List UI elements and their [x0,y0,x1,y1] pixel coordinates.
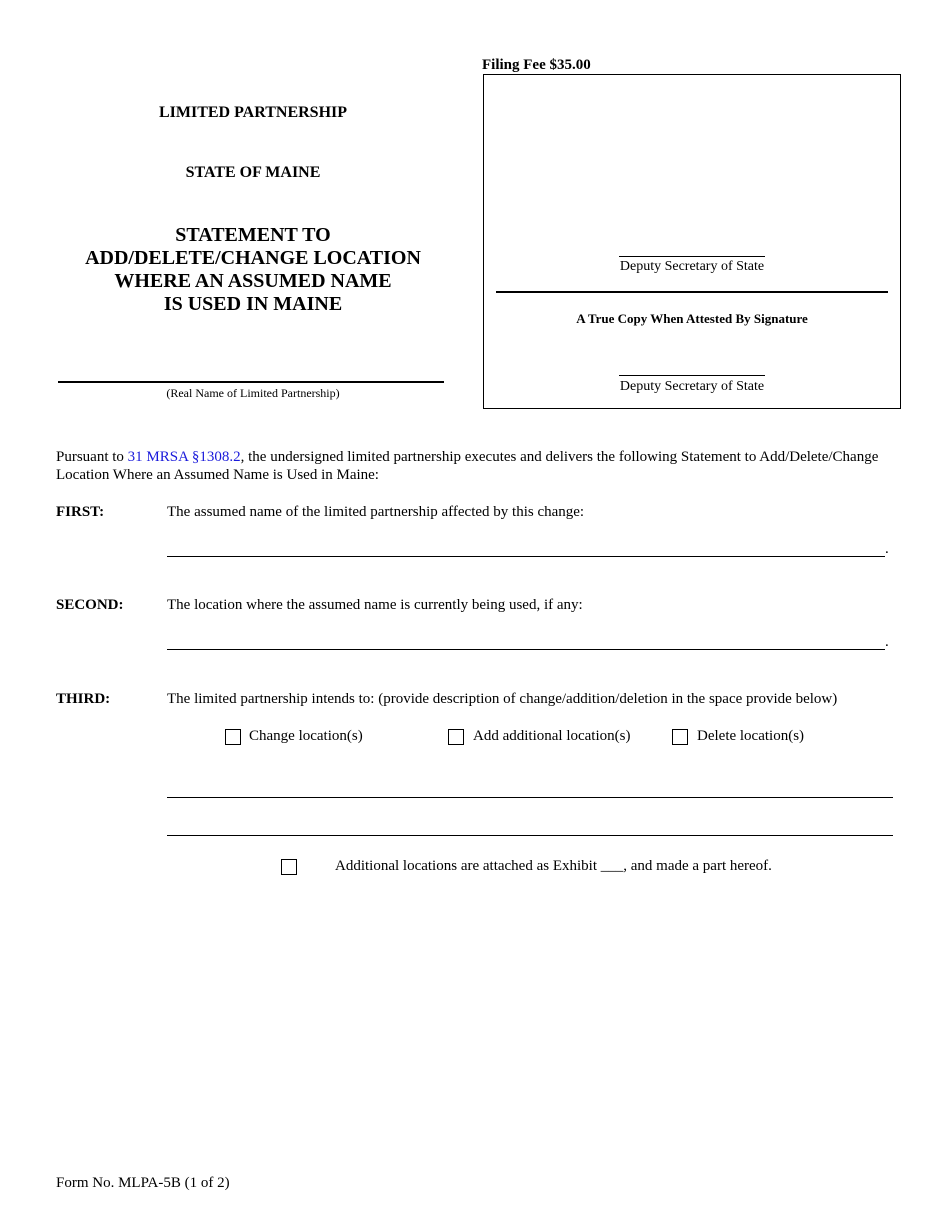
form-type-heading: LIMITED PARTNERSHIP [158,104,348,121]
signature-line-2[interactable] [619,375,765,376]
state-heading: STATE OF MAINE [185,164,321,181]
third-text: The limited partnership intends to: (provide description of change/addition/deletion in the space provide below) [167,691,838,707]
page-title-line: STATEMENT TO [175,224,331,246]
page-title [60,224,446,316]
form-number: Form No. MLPA-5B (1 of 2) [56,1175,230,1191]
intro-prefix: Pursuant to [56,449,128,465]
current-location-field[interactable] [167,649,885,650]
second-text: The location where the assumed name is currently being used, if any: [167,597,583,613]
second-label: SECOND: [56,597,124,613]
box-divider [496,291,888,293]
statute-link[interactable]: 31 MRSA §1308.2 [127,449,241,465]
line-period: . [885,634,889,650]
deputy-secretary-label-1: Deputy Secretary of State [619,259,765,274]
exhibit-checkbox[interactable] [281,859,297,875]
intro-suffix: , the undersigned limited partnership executes and delivers the following Statement to Add/Delete/Change Location Where an Assumed Name is Used in Maine: [56,449,879,483]
assumed-name-field[interactable] [167,556,885,557]
deputy-secretary-label-2: Deputy Secretary of State [619,379,765,394]
first-label: FIRST: [56,504,105,520]
description-line-1[interactable] [167,797,893,798]
page-title-line: WHERE AN ASSUMED NAME [114,270,392,292]
add-location-checkbox[interactable] [448,729,464,745]
third-label: THIRD: [56,691,111,707]
add-location-label: Add additional location(s) [473,728,631,744]
filing-box [483,74,901,409]
partnership-name-caption: (Real Name of Limited Partnership) [166,386,340,400]
delete-location-label: Delete location(s) [697,728,805,744]
first-text: The assumed name of the limited partnership affected by this change: [167,504,585,520]
description-line-2[interactable] [167,835,893,836]
delete-location-checkbox[interactable] [672,729,688,745]
change-location-label: Change location(s) [249,728,363,744]
true-copy-label: A True Copy When Attested By Signature [576,311,808,326]
page-title-line: IS USED IN MAINE [163,293,343,315]
intro-paragraph [56,448,906,484]
change-location-checkbox[interactable] [225,729,241,745]
partnership-name-field[interactable] [58,381,444,383]
signature-line-1[interactable] [619,256,765,257]
line-period: . [885,541,889,557]
filing-fee-label: Filing Fee $35.00 [482,57,591,73]
exhibit-label: Additional locations are attached as Exhibit ___, and made a part hereof. [335,858,772,874]
page-title-line: ADD/DELETE/CHANGE LOCATION [85,247,421,269]
